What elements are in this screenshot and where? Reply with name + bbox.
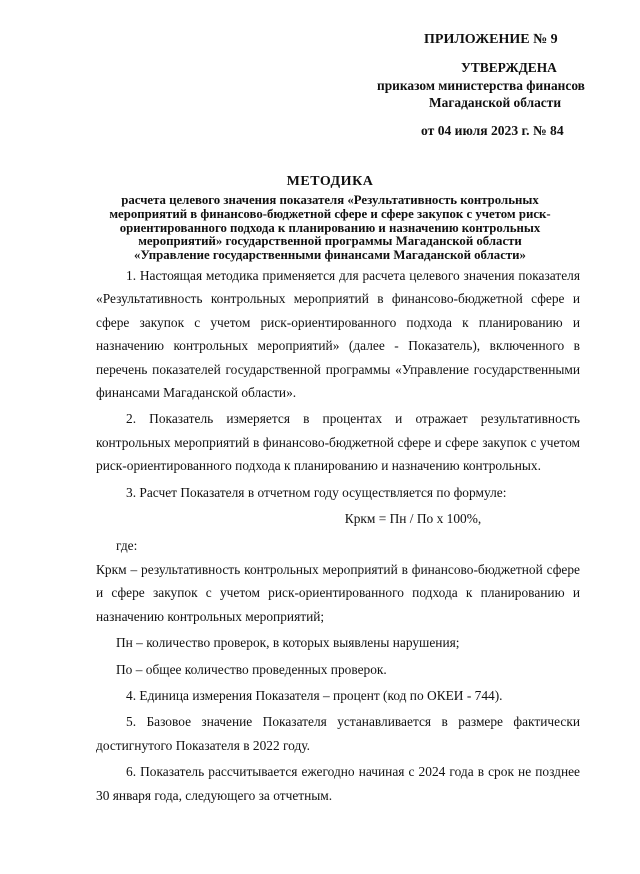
document-body	[96, 264, 580, 810]
appendix-number: ПРИЛОЖЕНИЕ № 9	[424, 32, 558, 47]
document-subtitle: расчета целевого значения показателя «Результативность контрольных мероприятий в финансово-бюджетной сфере и сфере закупок с учетом риск-ориентированного подхода к планированию и назначению контрольных мероприятий» государственной программы Магаданской области «Управление государственными финансами Магаданской области»	[109, 193, 551, 263]
paragraph-4: 4. Единица измерения Показателя – процент (код по ОКЕИ - 744).	[126, 687, 503, 703]
definition-kpkm: Кркм – результативность контрольных мероприятий в финансово-бюджетной сфере и сфере закупок с учетом риск-ориентированного подхода к планированию и назначению контрольных мероприятий;	[96, 561, 580, 624]
definition-pn: Пн – количество проверок, в которых выявлены нарушения;	[116, 635, 460, 651]
approval-stamp-text: УТВЕРЖДЕНА	[461, 60, 557, 75]
order-date: от 04 июля 2023 г. № 84	[421, 123, 564, 138]
formula: Кркм = Пн / По х 100%,	[344, 511, 482, 527]
order-line-2: Магаданской области	[429, 95, 562, 110]
paragraph-6: 6. Показатель рассчитывается ежегодно начиная с 2024 года в срок не позднее 30 января года, следующего за отчетным.	[96, 764, 580, 803]
where-label: где:	[116, 538, 138, 554]
paragraph-5: 5. Базовое значение Показателя устанавливается в размере фактически достигнутого Показателя в 2022 году.	[96, 714, 580, 753]
paragraph-3: 3. Расчет Показателя в отчетном году осуществляется по формуле:	[126, 484, 507, 500]
paragraph-1: 1. Настоящая методика применяется для расчета целевого значения показателя «Результативность контрольных мероприятий в финансово-бюджетной сфере и сфере закупок с учетом риск-ориентированного подхода к планированию и назначению контрольных мероприятий» (далее - Показатель), включенного в перечень показателей государственной программы «Управление государственными финансами Магаданской области».	[96, 268, 580, 401]
definition-po: По – общее количество проведенных проверок.	[116, 661, 387, 677]
paragraph-2: 2. Показатель измеряется в процентах и отражает результативность контрольных мероприятий в финансово-бюджетной сфере и сфере закупок с учетом риск-ориентированного подхода к планированию и назначению контрольных.	[96, 411, 580, 474]
order-line-1: приказом министерства финансов	[377, 78, 585, 93]
document-title: МЕТОДИКА	[286, 174, 374, 189]
